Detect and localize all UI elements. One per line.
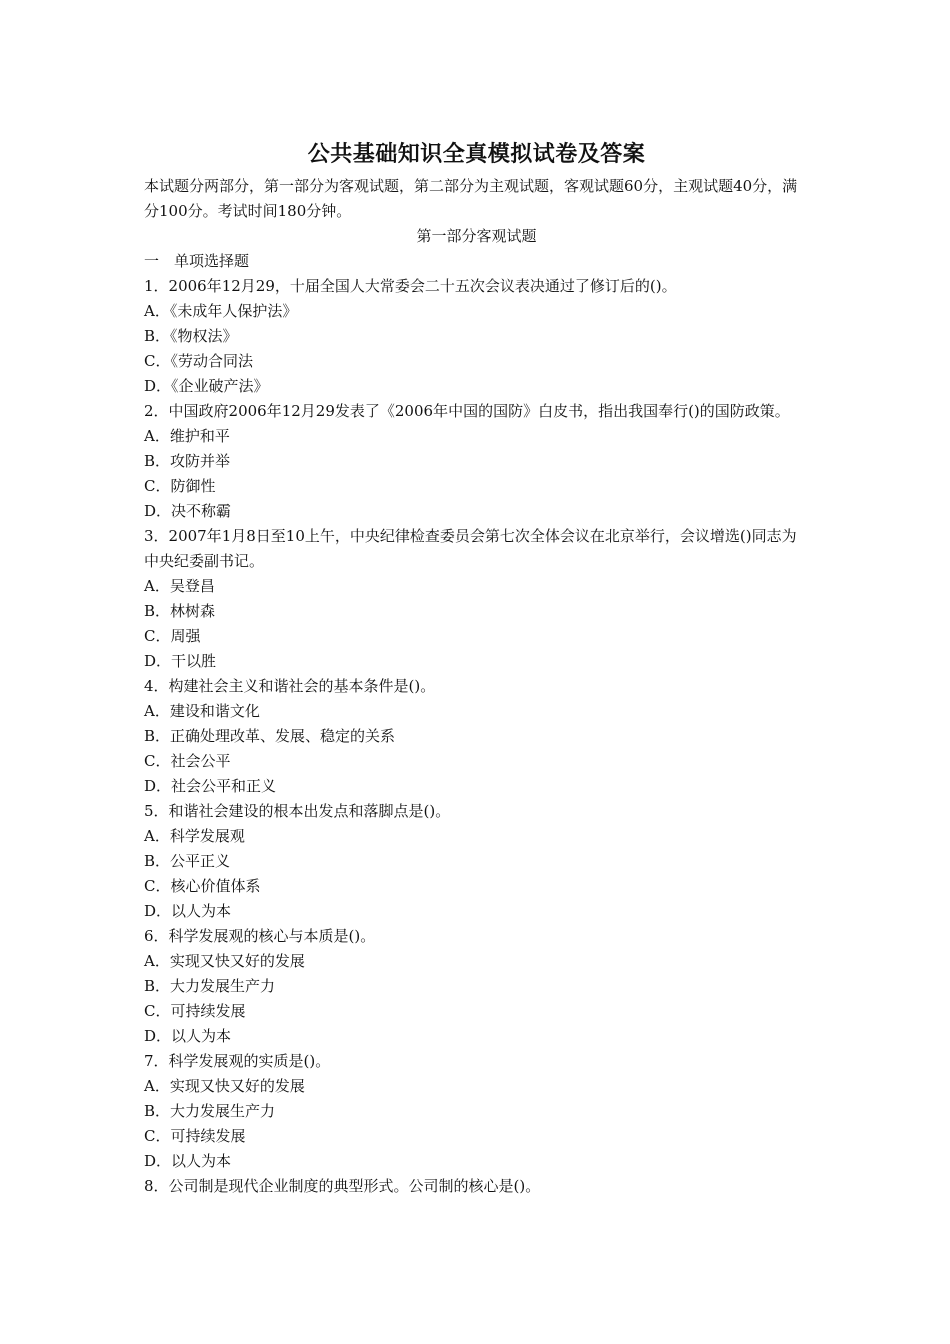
option-d: D．以人为本 [144, 902, 232, 920]
question-5 [144, 799, 809, 924]
option-b: B．大力发展生产力 [144, 977, 276, 995]
intro-paragraph: 本试题分两部分，第一部分为客观试题，第二部分为主观试题，客观试题60分，主观试题40分，满分100分。考试时间180分钟。 [144, 177, 798, 220]
option-d: D．《企业破产法》 [144, 377, 269, 395]
option-d: D．以人为本 [144, 1027, 232, 1045]
question-stem: 5．和谐社会建设的根本出发点和落脚点是()。 [144, 802, 451, 820]
option-b: B．正确处理改革、发展、稳定的关系 [144, 727, 396, 745]
option-d: D．决不称霸 [144, 502, 232, 520]
option-b: B．林树森 [144, 602, 216, 620]
question-stem: 2．中国政府2006年12月29发表了《2006年中国的国防》白皮书，指出我国奉行()的国防政策。 [144, 402, 790, 420]
question-3 [144, 524, 809, 674]
option-d: D．干以胜 [144, 652, 217, 670]
document-content [144, 140, 809, 1199]
option-b: B．大力发展生产力 [144, 1102, 276, 1120]
question-stem: 8．公司制是现代企业制度的典型形式。公司制的核心是()。 [144, 1177, 541, 1195]
option-b: B．《物权法》 [144, 327, 238, 345]
option-a: A．建设和谐文化 [144, 702, 260, 720]
option-d: D．以人为本 [144, 1152, 232, 1170]
option-c: C．社会公平 [144, 752, 231, 770]
option-c: C．周强 [144, 627, 201, 645]
option-a: A．实现又快又好的发展 [144, 1077, 305, 1095]
question-6 [144, 924, 809, 1049]
question-stem: 1．2006年12月29，十届全国人大常委会二十五次会议表决通过了修订后的()。 [144, 277, 677, 295]
option-a: A．维护和平 [144, 427, 230, 445]
question-stem: 6．科学发展观的核心与本质是()。 [144, 927, 376, 945]
option-a: A．《未成年人保护法》 [144, 302, 298, 320]
option-c: C．可持续发展 [144, 1127, 246, 1145]
question-stem: 4．构建社会主义和谐社会的基本条件是()。 [144, 677, 436, 695]
option-c: C．防御性 [144, 477, 216, 495]
option-b: B．攻防并举 [144, 452, 231, 470]
option-c: C．可持续发展 [144, 1002, 246, 1020]
part-title: 第一部分客观试题 [416, 227, 537, 245]
option-a: A．吴登昌 [144, 577, 215, 595]
question-7 [144, 1049, 809, 1174]
section-heading: 一 单项选择题 [144, 252, 250, 270]
question-1 [144, 274, 809, 399]
question-2 [144, 399, 809, 524]
question-8 [144, 1174, 809, 1199]
option-c: C．核心价值体系 [144, 877, 261, 895]
option-c: C．《劳动合同法 [144, 352, 253, 370]
question-stem: 3．2007年1月8日至10上午，中央纪律检查委员会第七次全体会议在北京举行，会议增选()同志为中央纪委副书记。 [144, 527, 797, 570]
question-stem: 7．科学发展观的实质是()。 [144, 1052, 331, 1070]
option-b: B．公平正义 [144, 852, 231, 870]
option-a: A．科学发展观 [144, 827, 245, 845]
question-list [144, 274, 809, 1199]
option-a: A．实现又快又好的发展 [144, 952, 305, 970]
question-4 [144, 674, 809, 799]
document-title: 公共基础知识全真模拟试卷及答案 [307, 141, 646, 167]
option-d: D．社会公平和正义 [144, 777, 277, 795]
